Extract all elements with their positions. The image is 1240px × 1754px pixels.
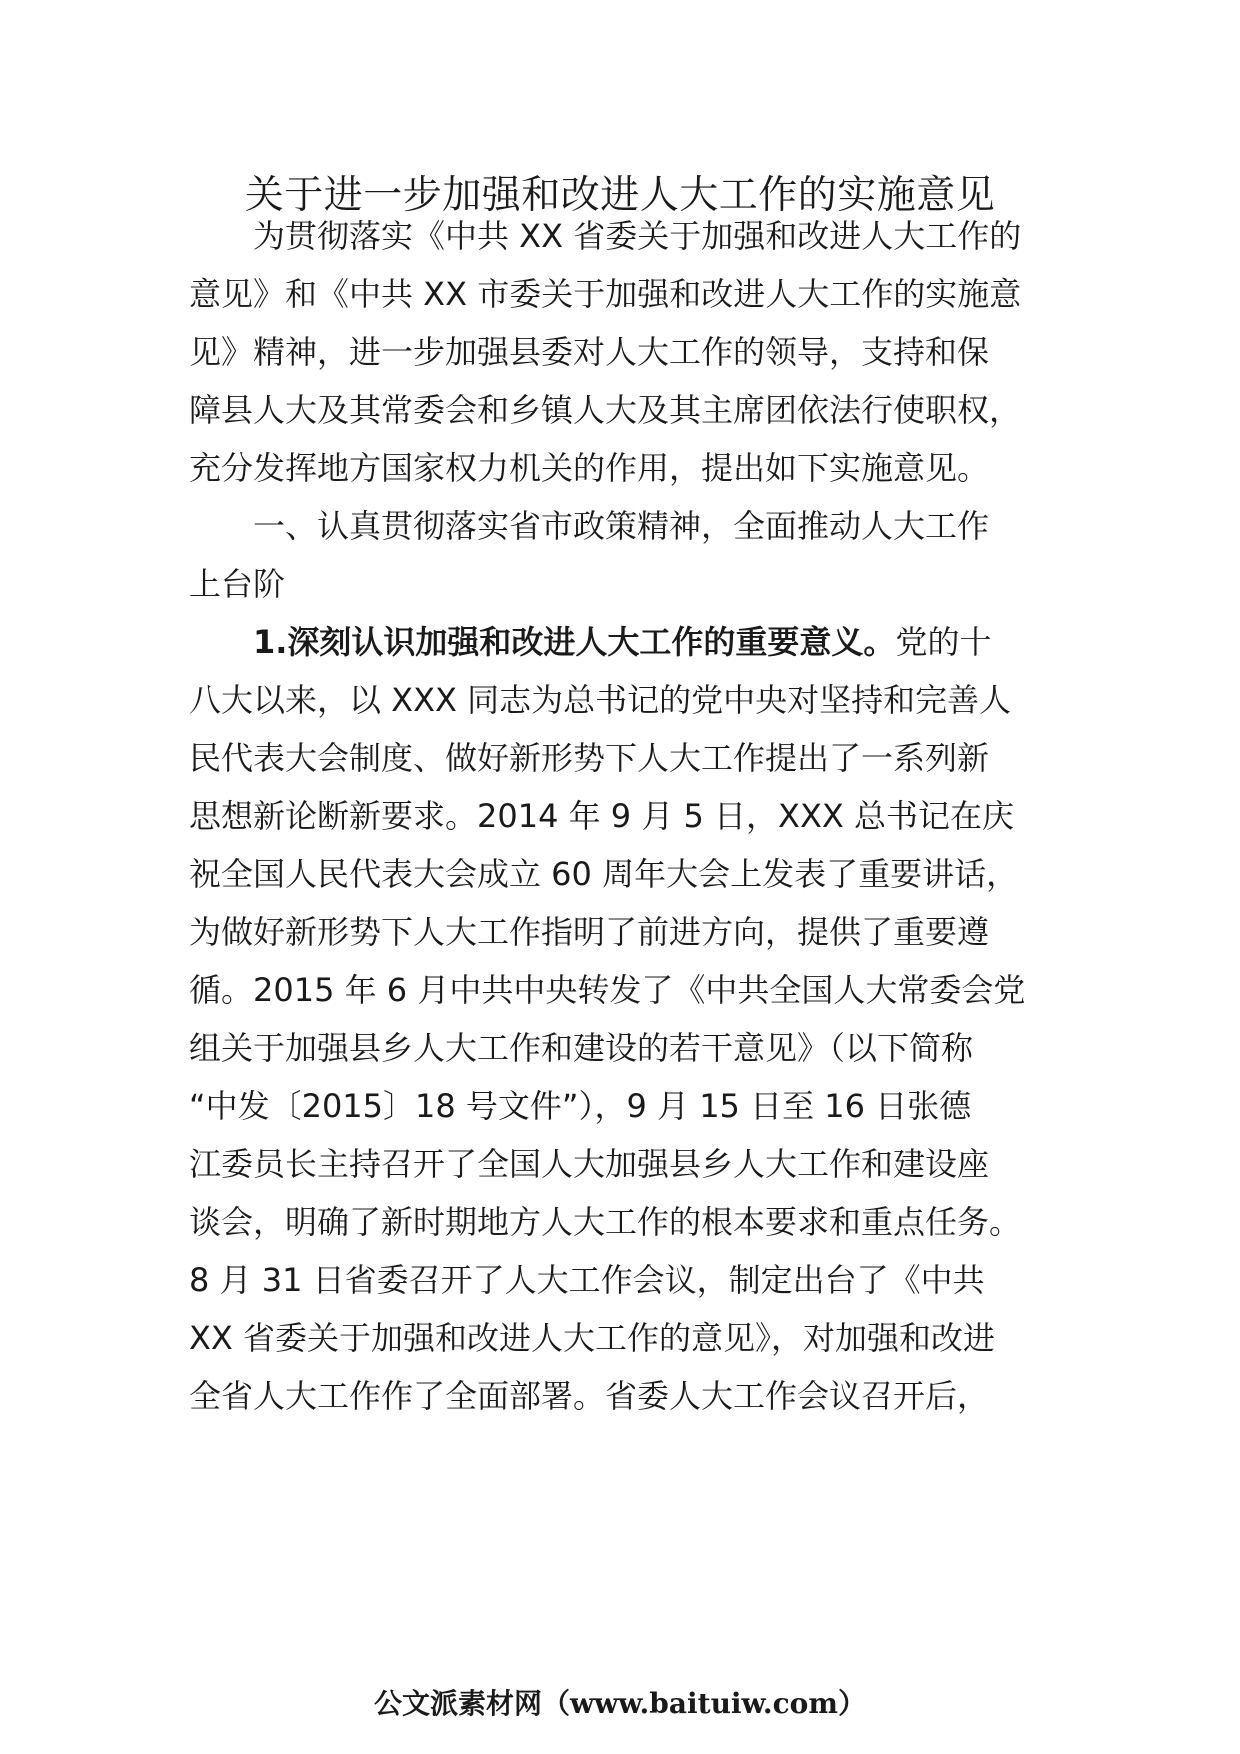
item1-line: “中发〔2015〕18 号文件”），9 月 15 日至 16 日张德 — [189, 1087, 972, 1125]
item1-line: 思想新论断新要求。2014 年 9 月 5 日，XXX 总书记在庆 — [189, 797, 1014, 835]
section-heading-line: 一、认真贯彻落实省市政策精神，全面推动人大工作 — [253, 507, 990, 545]
item1-first-rest: 党的十 — [895, 623, 992, 661]
item1-line: 民代表大会制度、做好新形势下人大工作提出了一系列新 — [189, 739, 990, 777]
item1-first-line — [253, 620, 991, 664]
footer-watermark: 公文派素材网（www.baituiw.com） — [374, 1687, 866, 1720]
intro-line: 充分发挥地方国家权力机关的作用，提出如下实施意见。 — [189, 449, 990, 487]
item1-line: 为做好新形势下人大工作指明了前进方向，提供了重要遵 — [189, 913, 990, 951]
item1-line: 祝全国人民代表大会成立 60 周年大会上发表了重要讲话， — [189, 855, 1019, 893]
item1-line: 谈会，明确了新时期地方人大工作的根本要求和重点任务。 — [189, 1203, 1022, 1241]
document-title: 关于进一步加强和改进人大工作的实施意见 — [244, 173, 996, 218]
item1-line: 全省人大工作作了全面部署。省委人大工作会议召开后， — [189, 1377, 990, 1415]
item1-line: 江委员长主持召开了全国人大加强县乡人大工作和建设座 — [189, 1145, 990, 1183]
item1-heading: 1.深刻认识加强和改进人大工作的重要意义。 — [253, 623, 896, 661]
item1-line: 八大以来，以 XXX 同志为总书记的党中央对坚持和完善人 — [189, 681, 1012, 719]
intro-line: 为贯彻落实《中共 XX 省委关于加强和改进人大工作的 — [253, 217, 1022, 255]
intro-line: 障县人大及其常委会和乡镇人大及其主席团依法行使职权， — [189, 391, 1022, 429]
intro-line: 见》精神，进一步加强县委对人大工作的领导，支持和保 — [189, 333, 990, 371]
section-heading-line: 上台阶 — [189, 565, 286, 603]
item1-line: XX 省委关于加强和改进人大工作的意见》，对加强和改进 — [189, 1319, 996, 1357]
item1-line: 8 月 31 日省委召开了人大工作会议，制定出台了《中共 — [189, 1261, 985, 1299]
intro-line: 意见》和《中共 XX 市委关于加强和改进人大工作的实施意 — [189, 275, 1022, 313]
item1-line: 循。2015 年 6 月中共中央转发了《中共全国人大常委会党 — [189, 971, 1026, 1009]
item1-line: 组关于加强县乡人大工作和建设的若干意见》（以下简称 — [189, 1029, 974, 1067]
